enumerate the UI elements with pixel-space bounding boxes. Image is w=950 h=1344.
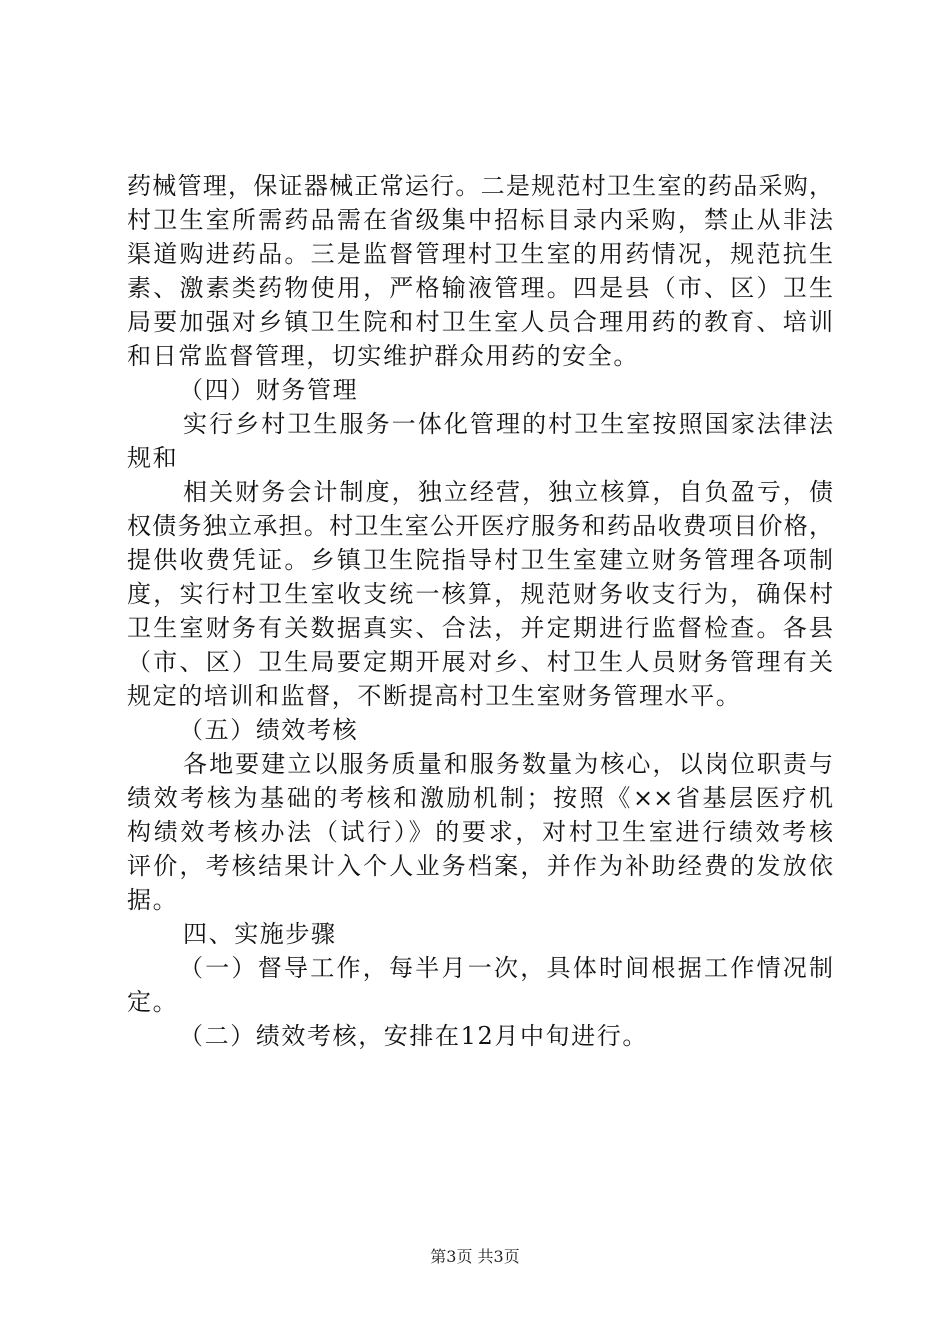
text-line: 相关财务会计制度，独立经营，独立核算，自负盈亏，债 — [183, 478, 833, 506]
text-line: （五）绩效考核 — [179, 716, 359, 744]
text-line: 构绩效考核办法（试行）》的要求，对村卫生室进行绩效考核 — [127, 818, 833, 846]
text-line: 绩效考核为基础的考核和激励机制；按照《××省基层医疗机 — [127, 784, 833, 812]
text-line: 评价，考核结果计入个人业务档案，并作为补助经费的发放依 — [127, 852, 833, 880]
text-line: 实行乡村卫生服务一体化管理的村卫生室按照国家法律法 — [183, 410, 833, 438]
text-line: （四）财务管理 — [179, 376, 359, 404]
text-line: 药械管理，保证器械正常运行。二是规范村卫生室的药品采购， — [127, 172, 833, 200]
text-line: 据。 — [127, 886, 179, 914]
text-line: 渠道购进药品。三是监督管理村卫生室的用药情况，规范抗生 — [127, 240, 833, 268]
text-line: 局要加强对乡镇卫生院和村卫生室人员合理用药的教育、培训 — [127, 308, 833, 336]
text-line: （二）绩效考核，安排在12月中旬进行。 — [179, 1022, 648, 1050]
text-line: 和日常监督管理，切实维护群众用药的安全。 — [127, 342, 639, 370]
text-line: 定。 — [127, 988, 179, 1016]
text-line: 素、激素类药物使用，严格输液管理。四是县（市、区）卫生 — [127, 274, 833, 302]
text-line: 卫生室财务有关数据真实、合法，并定期进行监督检查。各县 — [127, 614, 833, 642]
text-line: 村卫生室所需药品需在省级集中招标目录内采购，禁止从非法 — [127, 206, 833, 234]
text-line: 规和 — [127, 444, 179, 472]
text-line: 规定的培训和监督，不断提高村卫生室财务管理水平。 — [127, 682, 742, 710]
text-line: 度，实行村卫生室收支统一核算，规范财务收支行为，确保村 — [127, 580, 833, 608]
page-footer: 第3页 共3页 — [430, 1247, 520, 1266]
text-line: 权债务独立承担。村卫生室公开医疗服务和药品收费项目价格， — [127, 512, 833, 540]
text-line: 各地要建立以服务质量和服务数量为核心，以岗位职责与 — [183, 750, 833, 778]
text-line: （市、区）卫生局要定期开展对乡、村卫生人员财务管理有关 — [127, 648, 833, 676]
text-line: 四、实施步骤 — [183, 920, 337, 948]
text-line: 提供收费凭证。乡镇卫生院指导村卫生室建立财务管理各项制 — [127, 546, 833, 574]
text-line: （一）督导工作，每半月一次，具体时间根据工作情况制 — [179, 954, 833, 982]
document-body — [127, 169, 833, 1053]
